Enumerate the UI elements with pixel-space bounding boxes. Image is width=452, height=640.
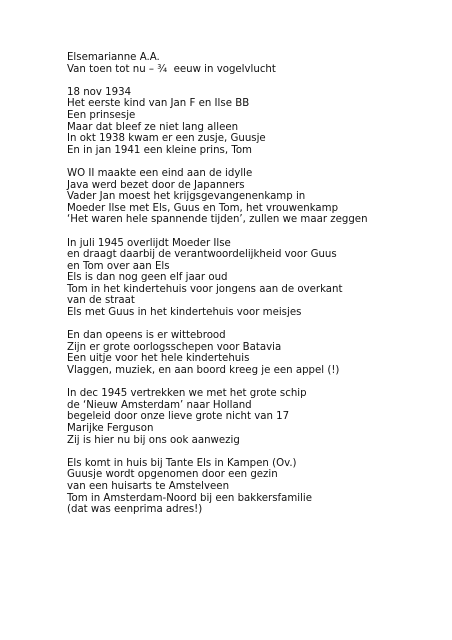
- text-line: de ‘Nieuw Amsterdam’ naar Holland: [67, 399, 252, 411]
- text-line: Vader Jan moest het krijgsgevangenenkamp in: [67, 191, 306, 203]
- paragraph-departure: [67, 388, 437, 446]
- text-line: van een huisarts te Amstelveen: [67, 480, 230, 492]
- text-line: ‘Het waren hele spannende tijden’, zullen we maar zeggen: [67, 214, 368, 226]
- text-line: En in jan 1941 een kleine prins, Tom: [67, 144, 252, 156]
- author-line: Elsemarianne A.A.: [67, 52, 160, 63]
- text-line: (dat was eenprima adres!): [67, 504, 203, 516]
- text-line: Zij is hier nu bij ons ook aanwezig: [67, 434, 240, 446]
- document-body: [67, 52, 437, 527]
- paragraph-homes: [67, 458, 437, 516]
- text-line: Java werd bezet door de Japanners: [67, 179, 245, 191]
- heading-block: [67, 52, 437, 75]
- paragraph-wittebrood: [67, 330, 437, 376]
- title-line: Van toen tot nu – ¾ eeuw in vogelvlucht: [67, 63, 276, 75]
- text-line: Moeder Ilse met Els, Guus en Tom, het vrouwenkamp: [67, 202, 339, 214]
- text-line: Els is dan nog geen elf jaar oud: [67, 272, 228, 284]
- paragraph-birth: [67, 87, 437, 157]
- text-line: WO II maakte een eind aan de idylle: [67, 167, 253, 179]
- text-line: Marijke Ferguson: [67, 423, 154, 434]
- text-line: En dan opeens is er wittebrood: [67, 330, 226, 342]
- text-line: In okt 1938 kwam er een zusje, Guusje: [67, 133, 266, 145]
- text-line: In dec 1945 vertrekken we met het grote schip: [67, 388, 307, 400]
- text-line: Guusje wordt opgenomen door een gezin: [67, 469, 278, 481]
- text-line: Een uitje voor het hele kindertehuis: [67, 353, 250, 365]
- text-line: Tom in Amsterdam-Noord bij een bakkersfamilie: [67, 492, 313, 504]
- text-line: Maar dat bleef ze niet lang alleen: [67, 121, 239, 133]
- text-line: en Tom over aan Els: [67, 260, 170, 272]
- text-line: Een prinsesje: [67, 109, 136, 121]
- text-line: Els komt in huis bij Tante Els in Kampen (Ov.): [67, 457, 297, 469]
- paragraph-1945: [67, 238, 437, 319]
- text-line: In juli 1945 overlijdt Moeder Ilse: [67, 237, 231, 249]
- text-line: Els met Guus in het kindertehuis voor meisjes: [67, 307, 302, 319]
- text-line: en draagt daarbij de verantwoordelijkheid voor Guus: [67, 249, 337, 261]
- text-line: begeleid door onze lieve grote nicht van 17: [67, 411, 290, 423]
- text-line: Vlaggen, muziek, en aan boord kreeg je een appel (!): [67, 365, 340, 377]
- text-line: Het eerste kind van Jan F en Ilse BB: [67, 98, 250, 110]
- text-line: van de straat: [67, 295, 135, 307]
- text-line: Tom in het kindertehuis voor jongens aan de overkant: [67, 283, 343, 295]
- text-line: 18 nov 1934: [67, 86, 132, 98]
- paragraph-war: [67, 168, 437, 226]
- text-line: Zijn er grote oorlogsschepen voor Batavia: [67, 341, 282, 353]
